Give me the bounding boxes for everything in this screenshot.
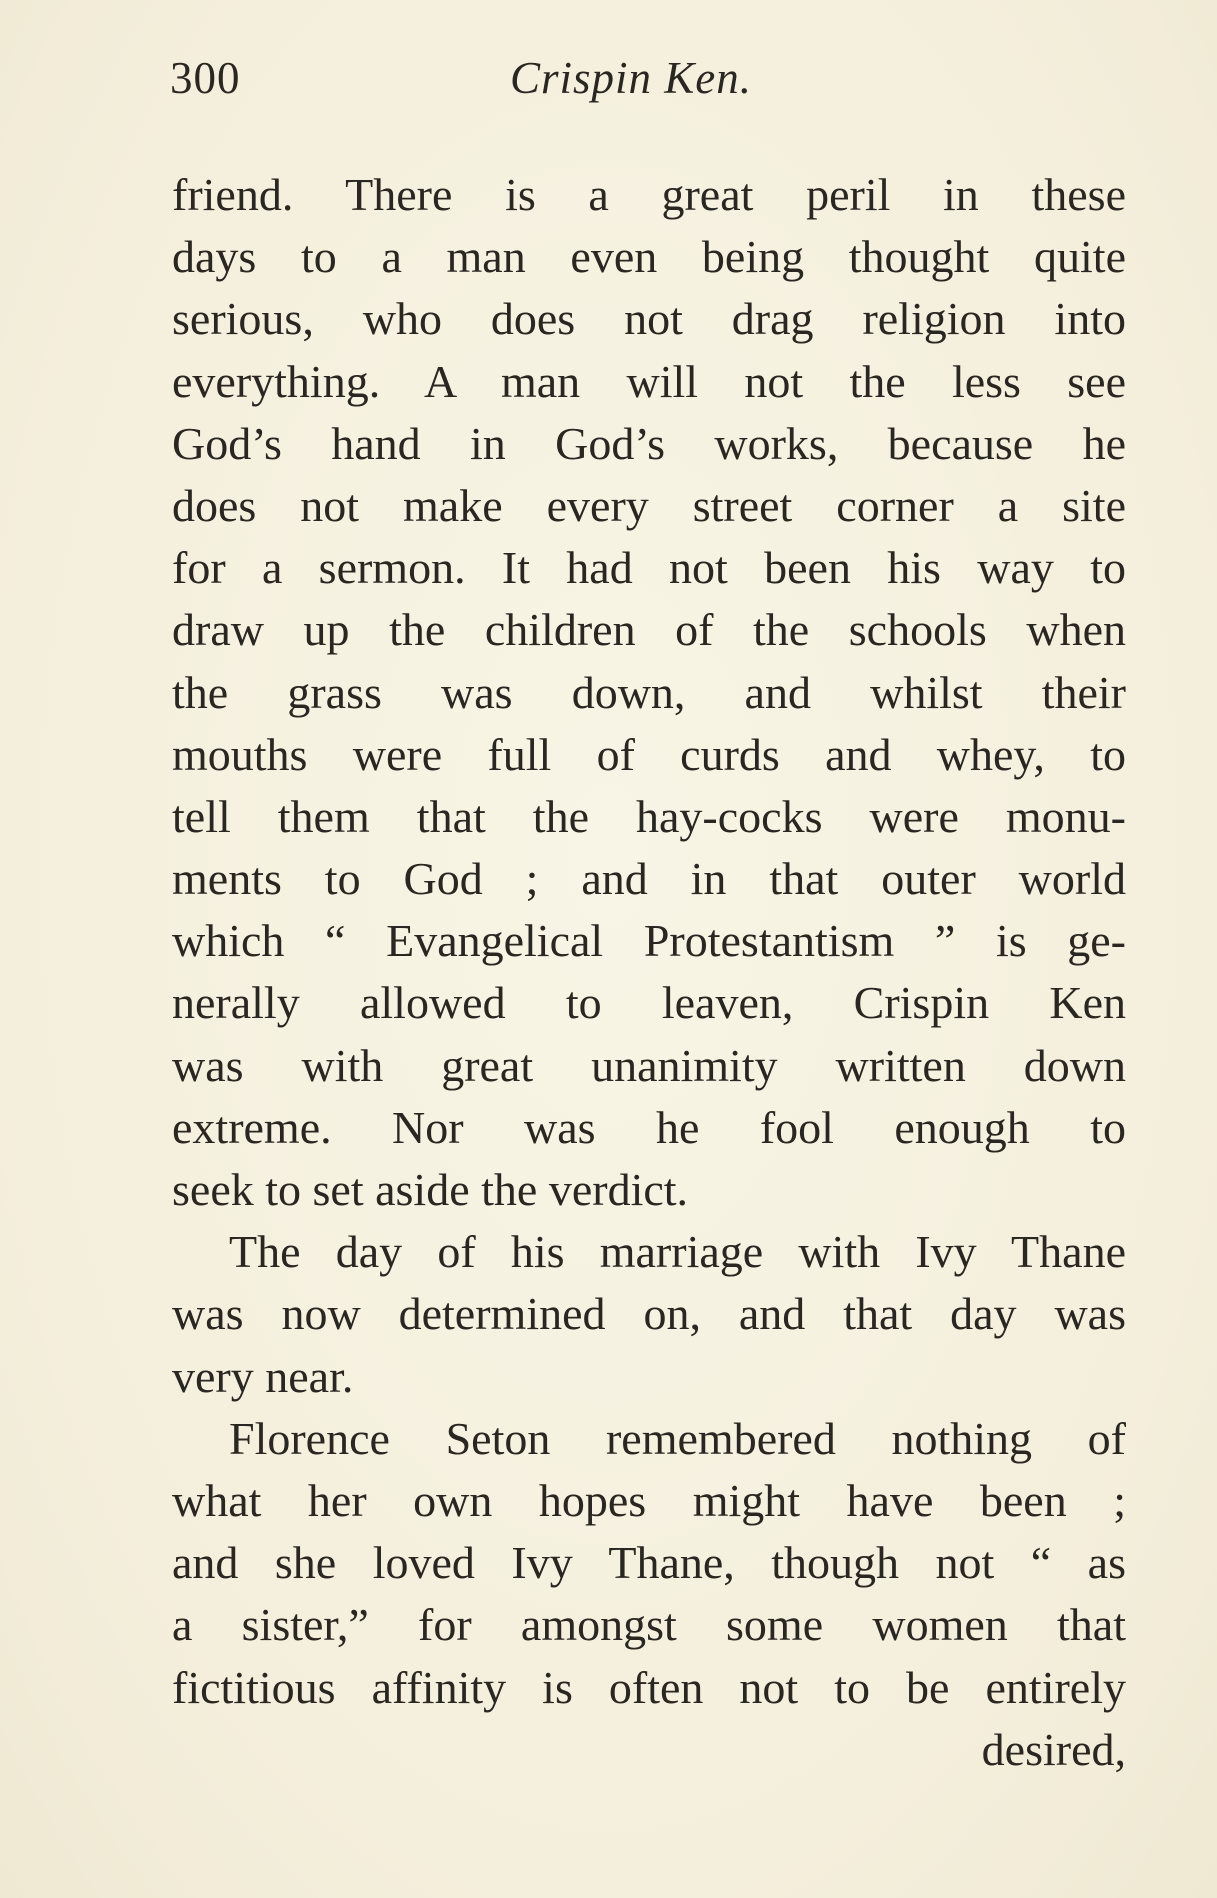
- catchword: desired,: [981, 1723, 1126, 1775]
- text-line: draw up the children of the schools when: [172, 604, 1126, 656]
- text-line: fictitious affinity is often not to be entirely: [172, 1661, 1126, 1713]
- text-line: serious, who does not drag religion into: [172, 293, 1126, 345]
- page-header: [170, 52, 1138, 112]
- text-line: was with great unanimity written down: [172, 1039, 1126, 1091]
- text-line: The day of his marriage with Ivy Thane: [229, 1226, 1126, 1278]
- text-line: does not make every street corner a site: [172, 479, 1126, 531]
- text-line: ments to God ; and in that outer world: [172, 853, 1126, 905]
- text-line: was now determined on, and that day was: [172, 1288, 1126, 1340]
- text-line: Florence Seton remembered nothing of: [229, 1412, 1126, 1464]
- text-line: mouths were full of curds and whey, to: [172, 728, 1126, 780]
- text-line: friend. There is a great peril in these: [172, 169, 1126, 220]
- running-head: Crispin Ken.: [510, 53, 753, 103]
- body-text: [172, 164, 1126, 1781]
- text-line: extreme. Nor was he fool enough to: [172, 1101, 1126, 1153]
- text-line: seek to set aside the verdict.: [172, 1164, 689, 1215]
- page-number: 300: [170, 53, 241, 103]
- text-line: and she loved Ivy Thane, though not “ as: [172, 1537, 1126, 1589]
- text-line: days to a man even being thought quite: [172, 231, 1126, 283]
- text-line: very near.: [172, 1350, 354, 1402]
- text-line: the grass was down, and whilst their: [172, 666, 1126, 718]
- text-line: what her own hopes might have been ;: [172, 1474, 1126, 1526]
- text-line: everything. A man will not the less see: [172, 355, 1126, 407]
- text-line: which “ Evangelical Protestantism ” is ge-: [172, 915, 1126, 967]
- text-line: God’s hand in God’s works, because he: [172, 417, 1126, 469]
- text-line: nerally allowed to leaven, Crispin Ken: [172, 977, 1126, 1029]
- text-line: for a sermon. It had not been his way to: [172, 542, 1126, 594]
- text-line: a sister,” for amongst some women that: [172, 1599, 1126, 1651]
- text-line: tell them that the hay-cocks were monu-: [172, 790, 1126, 842]
